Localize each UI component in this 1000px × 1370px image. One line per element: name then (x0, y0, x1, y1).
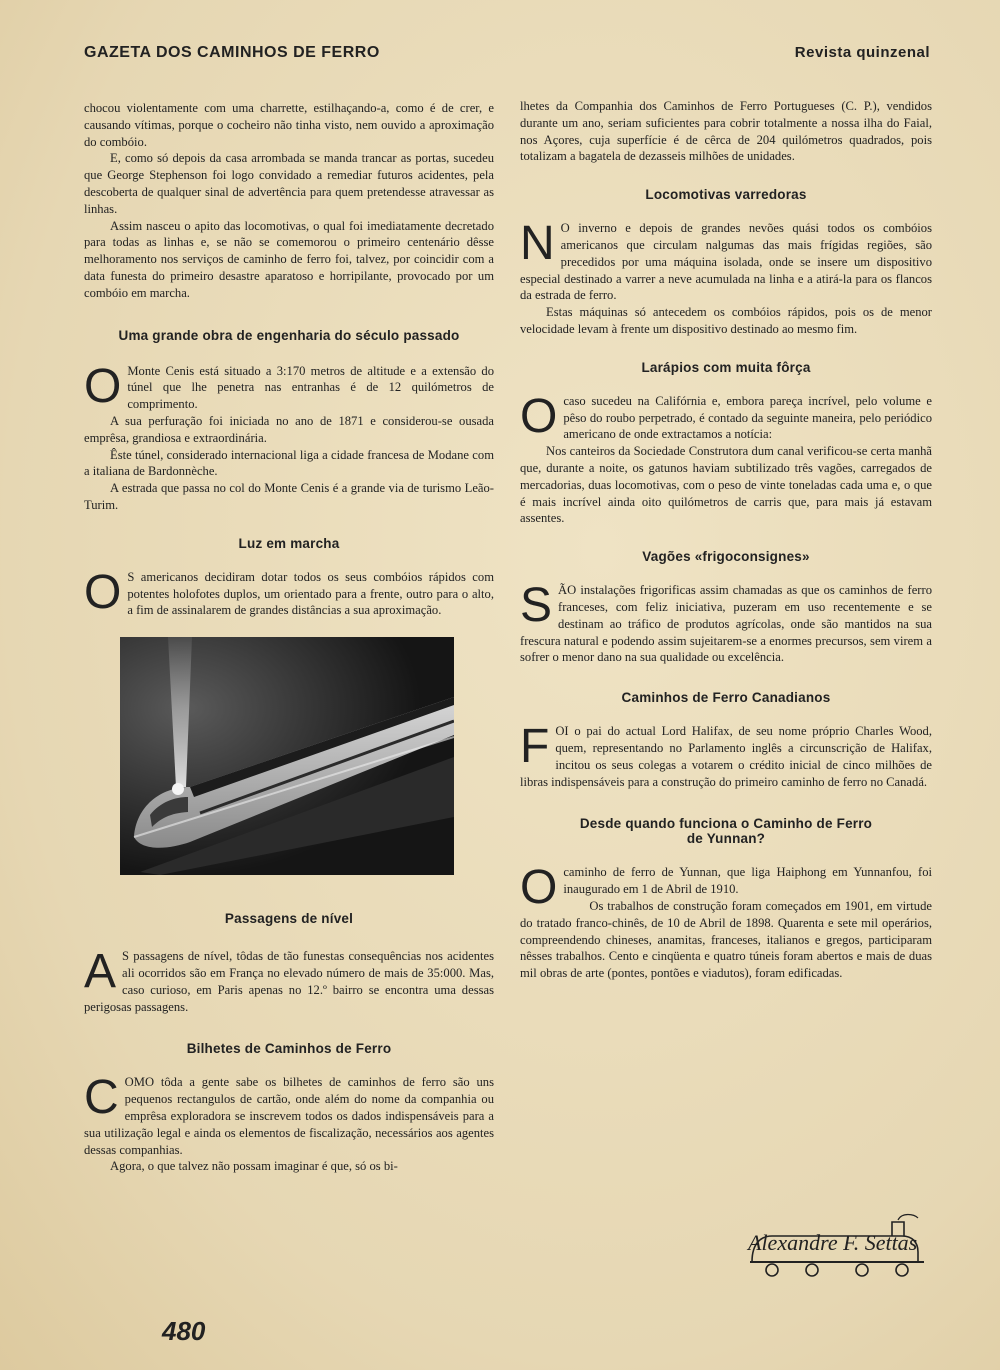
article-paragraph: caminho de ferro de Yunnan, que liga Haiphong em Yunnanfou, foi inaugurado em 1 de Abril de 1910. (563, 865, 932, 897)
drop-cap: F (520, 720, 550, 774)
article-paragraph: Os trabalhos de construção foram começados em 1901, em virtude do tratado franco-chinês, de 10 de Abril de 1898. Quarenta e sete mil operários, compreendendo chineses, anamitas, franceses, italianos e gregos, participaram nêsses trabalhos. Cento e cinqüenta e quatro túneis foram abertos e mais de duas mil obras de arte (pontes, pontões e viadutos), foram edificadas. (520, 898, 932, 981)
article-paragraph: ÃO instalações frigorificas assim chamadas as que os caminhos de ferro franceses, com feliz iniciativa, puzeram em uso recentemente e se destinam ao tráfico de produtos agrícolas, onde são mantidos na sua frescura natural e podendo assim sujeitarem-se a enormes precursos, sem virem a sofrer o menor dano na sua qualidade ou excelência. (520, 583, 932, 665)
left-column (84, 100, 494, 1175)
section-heading: Passagens de nível (224, 911, 354, 927)
drop-cap: O (520, 389, 558, 443)
drop-cap: S (520, 579, 553, 633)
article-bilhetes (84, 1071, 494, 1175)
article-paragraph: Monte Cenis está situado a 3:170 metros de altitude e a extensão do túnel que lhe penetra nas entranhas é de 12 quilómetros de comprimento. (127, 363, 494, 412)
running-head-subtitle: Revista quinzenal (794, 44, 930, 61)
section-heading: Bilhetes de Caminhos de Ferro (186, 1041, 392, 1057)
article-locomotivas-varredoras (520, 217, 932, 338)
drop-cap: C (84, 1071, 119, 1125)
article-monte-cenis (84, 359, 494, 514)
artist-signature (742, 1212, 932, 1282)
article-passagens-de-nivel (84, 945, 494, 1015)
article-luz-em-marcha (84, 565, 494, 619)
intro-paragraph: Assim nasceu o apito das locomotivas, o qual foi imediatamente decretado para todas as linhas e, se não se comemorou o primeiro centenário dêsse melhoramento nos serviços de caminho de ferro foi, talvez, por coincidir com a data funesta do primeiro desastre aparatoso e horripilante, provocado por um combóio em marcha. (84, 218, 494, 300)
section-heading: Larápios com muita fôrça (641, 359, 811, 375)
drop-cap: O (84, 565, 122, 619)
article-canadianos (520, 720, 932, 790)
running-head-title: GAZETA DOS CAMINHOS DE FERRO (84, 44, 380, 61)
drop-cap: O (84, 359, 122, 413)
article-paragraph: OMO tôda a gente sabe os bilhetes de caminhos de ferro são uns pequenos rectangulos de cartão, onde além do nome da companhia ou emprêsa exploradora se inscrevem todos os dados indispensáveis para a sua utilização legal e ainda os elementos de fiscalização, necessários aos agentes dessas companhias. (84, 1075, 494, 1157)
section-heading-line: de Yunnan? (686, 831, 766, 847)
article-paragraph: S passagens de nível, tôdas de tão funestas consequências nos acidentes ali ocorridos são em França no elevado número de mais de 35:000. Mas, caso curioso, em Paris apenas no 12.º bairro se encontra uma dessas perigosas passagens. (84, 949, 494, 1014)
article-paragraph: Agora, o que talvez não possam imaginar é que, só os bi- (110, 1159, 398, 1174)
section-heading: Locomotivas varredoras (645, 187, 807, 203)
train-photograph (120, 637, 454, 875)
article-paragraph: OI o pai do actual Lord Halifax, de seu nome próprio Charles Wood, quem, representando no Parlamento inglês a circunscrição de Halifax, incitou os seus colegas a votarem o crédito inicial de cinco milhões de libras indispensáveis para a construção do primeiro caminho de ferro no Canadá. (520, 724, 932, 789)
article-paragraph: caso sucedeu na Califórnia e, embora pareça incrível, pelo volume e pêso do roubo perpetrado, é contado da seguinte maneira, pelo periódico americano de onde extractamos a notícia: (563, 393, 932, 442)
intro-paragraph: chocou violentamente com uma charrette, estilhaçando-a, como é de crer, e causando vítimas, porque o cocheiro não tinha visto, nem ouvido a aproximação do combóio. (84, 101, 494, 149)
section-heading: Caminhos de Ferro Canadianos (621, 690, 831, 706)
article-paragraph: S americanos decidiram dotar todos os seus combóios rápidos com potentes holofotes duplos, um orientado para a frente, outro para o alto, a fim de assinalarem de grandes distâncias a sua aproximação. (127, 569, 494, 618)
article-paragraph: O inverno e depois de grandes nevões quási todos os combóios americanos que circulam nalgumas das mais frígidas regiões, são precedidos por uma máquina isolada, onde se insere um dispositivo especial destinado a varrer a neve acumulada na linha e a atirá-la para os flancos da estrada de ferro. (520, 221, 932, 303)
section-heading (520, 816, 932, 846)
section-heading: Vagões «frigoconsignes» (642, 549, 810, 565)
drop-cap: A (84, 945, 117, 999)
article-larapios (520, 389, 932, 527)
article-frigoconsignes (520, 579, 932, 666)
article-paragraph: A sua perfuração foi iniciada no ano de 1871 e considerou-se ousada emprêsa, grandiosa e extraordinária. (84, 413, 494, 445)
streamlined-train-image (120, 637, 454, 875)
page-number: 480 (162, 1316, 206, 1346)
drop-cap: N (520, 217, 555, 271)
intro-paragraph: E, como só depois da casa arrombada se manda trancar as portas, sucedeu que George Stephenson foi logo convidado a remediar futuros acidentes, pela descoberta de qualquer sinal de advertência para quem pretendesse atravessar as linhas. (84, 151, 494, 216)
article-paragraph: Nos canteiros da Sociedade Construtora dum canal verificou-se certa manhã que, durante a noite, os gatunos haviam subtilizado três vagões, carregados de mercadorias, duas locomotivas, com o peso de vinte toneladas cada uma e, o que é mais incrível ainda oito quilómetros de carris que, para mais já estavam assentes. (520, 444, 932, 526)
article-paragraph: Estas máquinas só antecedem os combóios rápidos, pois os de menor velocidade levam à frente um dispositivo destinado ao mesmo fim. (520, 305, 932, 336)
article-paragraph: A estrada que passa no col do Monte Cenis é a grande via de turismo Leão-Turim. (84, 481, 494, 512)
drop-cap: O (520, 861, 558, 915)
right-column (520, 98, 932, 982)
article-yunnan (520, 861, 932, 982)
signature-text: Alexandre F. Settas (748, 1230, 918, 1255)
section-heading: Uma grande obra de engenharia do século passado (118, 327, 460, 343)
article-paragraph: Êste túnel, considerado internacional liga a cidade francesa de Modane com a italiana de Bardonnèche. (84, 447, 494, 479)
continued-paragraph: lhetes da Companhia dos Caminhos de Ferro Portugueses (C. P.), vendidos durante um ano, seriam suficientes para cobrir totalmente a nossa ilha do Faial, nos Açores, cuja superfície é de cêrca de 204 quilómetros quadrados, pois totalizam a bagatela de dezasseis milhões de unidades. (520, 99, 932, 164)
section-heading: Luz em marcha (238, 535, 340, 551)
section-heading-line: Desde quando funciona o Caminho de Ferro (579, 816, 873, 832)
